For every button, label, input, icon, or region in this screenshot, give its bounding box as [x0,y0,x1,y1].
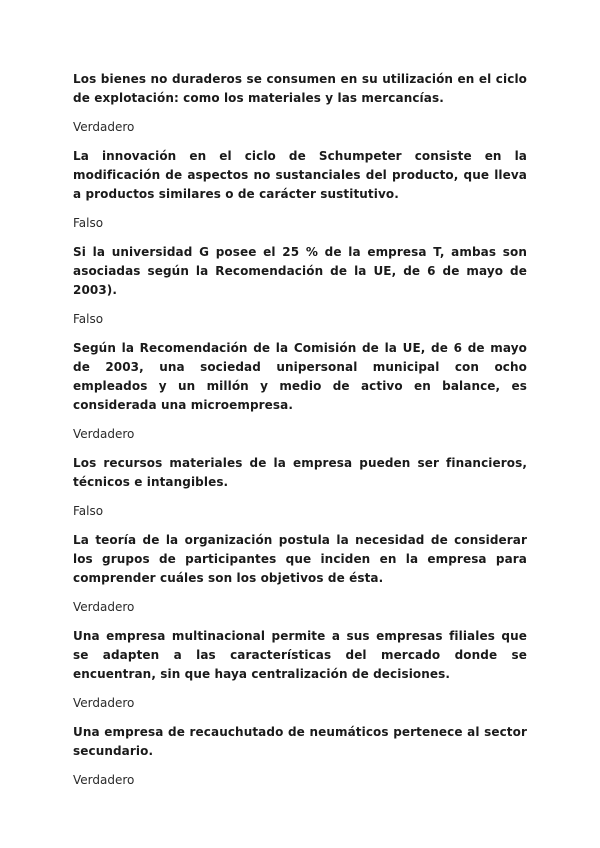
document-page [73,70,527,800]
answer-text: Verdadero [73,120,135,134]
qa-item-4 [73,339,527,444]
qa-item-5 [73,454,527,521]
answer-text: Verdadero [73,773,135,787]
question-text: Si la universidad G posee el 25 % de la empresa T, ambas son asociadas según la Recomendación de la UE, de 6 de mayo de 2003). [73,245,527,297]
question-text: Los bienes no duraderos se consumen en su utilización en el ciclo de explotación: como los materiales y las mercancías. [73,72,527,105]
question-text: Según la Recomendación de la Comisión de la UE, de 6 de mayo de 2003, una sociedad unipersonal municipal con ocho empleados y un millón y medio de activo en balance, es considerada una microempresa. [73,341,527,412]
qa-item-3 [73,243,527,329]
qa-item-7 [73,627,527,713]
answer-text: Verdadero [73,600,135,614]
question-text: La teoría de la organización postula la necesidad de considerar los grupos de participantes que inciden en la empresa para comprender cuáles son los objetivos de ésta. [73,533,527,585]
answer-text: Falso [73,216,104,230]
answer-text: Falso [73,312,104,326]
question-text: La innovación en el ciclo de Schumpeter consiste en la modificación de aspectos no sustanciales del producto, que lleva a productos similares o de carácter sustitutivo. [73,149,527,201]
qa-item-1 [73,70,527,137]
question-text: Una empresa multinacional permite a sus empresas filiales que se adapten a las características del mercado donde se encuentran, sin que haya centralización de decisiones. [73,629,527,681]
answer-text: Verdadero [73,696,135,710]
qa-item-6 [73,531,527,617]
qa-item-8 [73,723,527,790]
question-text: Una empresa de recauchutado de neumáticos pertenece al sector secundario. [73,725,527,758]
answer-text: Verdadero [73,427,135,441]
qa-item-2 [73,147,527,233]
question-text: Los recursos materiales de la empresa pueden ser financieros, técnicos e intangibles. [73,456,527,489]
answer-text: Falso [73,504,104,518]
